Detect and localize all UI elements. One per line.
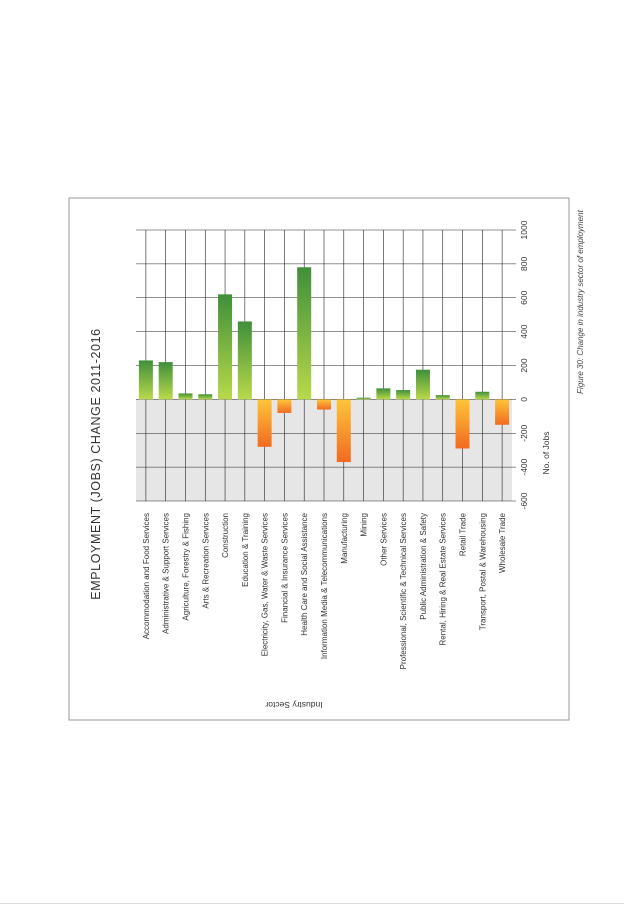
bar-public-administration-safety xyxy=(416,370,430,400)
chart-title: EMPLOYMENT (JOBS) CHANGE 2011-2016 xyxy=(89,328,103,600)
category-label: Wholesale Trade xyxy=(498,513,508,574)
category-label: Arts & Recreation Services xyxy=(201,513,211,609)
bar-wholesale-trade xyxy=(495,399,509,424)
category-label: Retail Trade xyxy=(458,513,468,557)
bar-agriculture-forestry-fishing xyxy=(178,393,192,399)
bar-professional-scientific-technical-services xyxy=(396,390,410,399)
category-labels xyxy=(142,512,507,669)
bar-retail-trade xyxy=(456,399,470,448)
value-tick-label: -600 xyxy=(519,492,529,510)
bar-information-media-telecommunications xyxy=(317,399,331,409)
category-label: Education & Training xyxy=(240,513,250,587)
category-label: Administrative & Support Services xyxy=(161,513,171,634)
category-label: Manufacturing xyxy=(339,513,349,564)
category-label: Financial & Insurance Services xyxy=(280,513,290,623)
value-axis-title: No. of Jobs xyxy=(541,431,551,475)
category-label: Other Services xyxy=(379,513,389,566)
value-tick-label: 600 xyxy=(519,290,529,305)
value-tick-label: 0 xyxy=(519,397,529,402)
bar-other-services xyxy=(376,388,390,399)
category-label: Professional, Scientific & Technical Services xyxy=(399,513,409,670)
bar-transport-postal-warehousing xyxy=(475,392,489,400)
bar-health-care-and-social-assistance xyxy=(297,267,311,399)
category-label: Information Media & Telecommunications xyxy=(320,513,329,660)
value-tick-label: -200 xyxy=(519,424,529,442)
bar-education-training xyxy=(238,321,252,399)
category-label: Agriculture, Forestry & Fishing xyxy=(181,513,191,621)
bar-arts-recreation-services xyxy=(198,394,212,399)
bar-electricity-gas-water-waste-services xyxy=(258,399,272,446)
value-tick-labels xyxy=(519,220,529,509)
bar-manufacturing xyxy=(337,399,351,462)
bar-administrative-support-services xyxy=(159,362,173,399)
category-label: Accommodation and Food Services xyxy=(141,513,151,640)
value-tick-label: -400 xyxy=(519,458,529,476)
bar-mining xyxy=(357,398,371,400)
category-label: Mining xyxy=(359,513,369,537)
value-tick-label: 1000 xyxy=(519,220,529,240)
page-bottom-rule xyxy=(0,903,624,904)
category-label: Electricity, Gas, Water & Waste Services xyxy=(260,513,270,657)
value-tick-label: 800 xyxy=(519,256,529,271)
category-label: Construction xyxy=(221,513,231,558)
bar-rental-hiring-real-estate-services xyxy=(436,395,450,399)
bar-financial-insurance-services xyxy=(277,399,291,413)
category-label: Rental, Hiring & Real Estate Services xyxy=(438,513,448,646)
category-label: Public Administration & Safety xyxy=(418,513,428,620)
bar-construction xyxy=(218,294,232,399)
figure-caption: Figure 30: Change in industry sector of employment xyxy=(576,210,585,394)
category-label: Transport, Postal & Warehousing xyxy=(478,513,488,631)
category-label: Health Care and Social Assistance xyxy=(300,513,310,636)
bar-accommodation-and-food-services xyxy=(139,360,153,399)
category-axis-title: Industry Sector xyxy=(265,700,323,710)
value-tick-label: 400 xyxy=(519,324,529,339)
value-tick-label: 200 xyxy=(519,358,529,373)
